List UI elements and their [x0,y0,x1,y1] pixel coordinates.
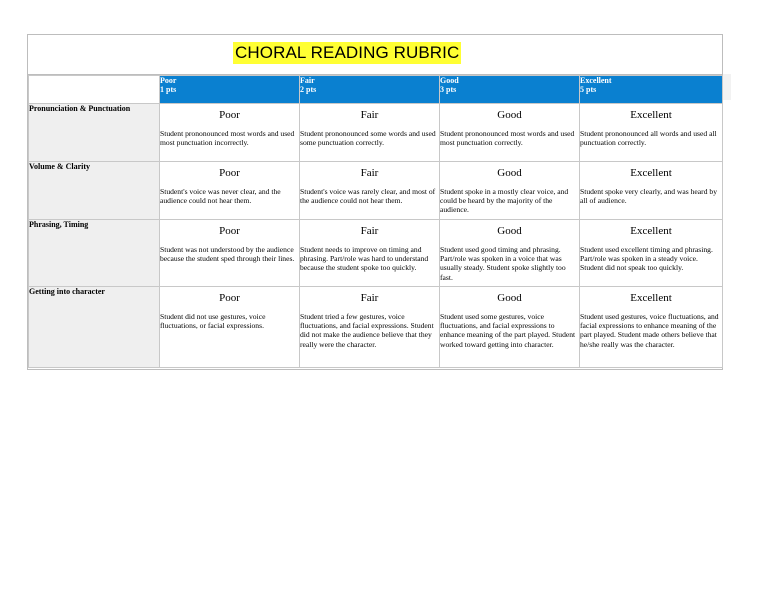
cell-description: Student used good timing and phrasing. Part/role was spoken in a voice that was usually steady. Student spoke slightly too fast. [440,245,566,282]
level-header-excellent [580,76,723,104]
cell-description: Student did not use gestures, voice fluctuations, or facial expressions. [160,312,266,331]
cell-description: Student tried a few gestures, voice fluctuations, and facial expressions. Student did not make the audience believe that they really were the character. [300,312,434,349]
cell-description: Student used some gestures, voice fluctuations, and facial expressions to enhance meaning of the part played. Student worked toward getting into character. [440,312,576,349]
level-points: 2 pts [300,85,317,94]
cell-title: Excellent [630,225,672,237]
cell-description: Student spoke very clearly, and was heard by all of audience. [580,187,717,206]
criterion-row-character [29,287,723,368]
cell-title: Good [497,225,522,237]
level-points: 1 pts [160,85,177,94]
cell-description: Student needs to improve on timing and phrasing. Part/role was hard to understand because the student spoke too quickly. [300,245,429,273]
rubric-cell [580,220,723,287]
cell-title: Good [497,109,522,121]
rubric-cell [440,162,580,220]
cell-description: Student's voice was never clear, and the audience could not hear them. [160,187,281,206]
criterion-label: Pronunciation & Punctuation [29,104,160,162]
cell-description: Student was not understood by the audience because the student sped through their lines. [160,245,295,264]
rubric-cell [160,287,300,368]
cell-description: Student spoke in a mostly clear voice, and could be heard by the majority of the audience. [440,187,569,215]
level-points: 5 pts [580,85,597,94]
rubric-cell [160,220,300,287]
cell-title: Fair [360,292,379,304]
criterion-row-volume [29,162,723,220]
cell-description: Student prononounced most words and used most punctuation incorrectly. [160,129,295,148]
rubric-cell [580,162,723,220]
rubric-cell [160,104,300,162]
cell-title: Poor [219,109,240,121]
rubric-sheet [27,34,723,370]
level-header-poor [160,76,300,104]
cell-title: Good [497,292,522,304]
level-name: Poor [160,76,177,85]
level-name: Excellent [580,76,612,85]
rubric-cell [580,104,723,162]
cell-title: Poor [219,225,240,237]
rubric-cell [160,162,300,220]
title-row [28,35,722,75]
cell-title: Good [497,167,522,179]
cell-title: Fair [360,167,379,179]
page-title: CHORAL READING RUBRIC [235,43,460,62]
cell-description: Student prononounced some words and used some punctuation correctly. [300,129,436,148]
level-points: 3 pts [440,85,457,94]
rubric-cell [300,220,440,287]
level-header-good [440,76,580,104]
level-header-fair [300,76,440,104]
header-corner [29,76,160,104]
criterion-row-pronunciation [29,104,723,162]
rubric-cell [580,287,723,368]
criterion-row-phrasing [29,220,723,287]
header-edge-shadow [723,74,731,100]
cell-title: Excellent [630,292,672,304]
cell-title: Fair [360,225,379,237]
cell-description: Student used excellent timing and phrasing. Part/role was spoken in a steady voice. Student did not speak too quickly. [580,245,713,273]
level-name: Good [440,76,459,85]
rubric-cell [440,287,580,368]
cell-description: Student's voice was rarely clear, and most of the audience could not hear them. [300,187,436,206]
cell-title: Excellent [630,109,672,121]
cell-title: Poor [219,167,240,179]
criterion-label: Phrasing, Timing [29,220,160,287]
rubric-cell [440,220,580,287]
rubric-table [28,75,723,368]
rubric-cell [300,162,440,220]
cell-description: Student prononounced all words and used all punctuation correctly. [580,129,717,148]
cell-description: Student prononounced most words and used most punctuation correctly. [440,129,575,148]
criterion-label: Volume & Clarity [29,162,160,220]
criterion-label: Getting into character [29,287,160,368]
level-name: Fair [300,76,315,85]
cell-title: Fair [360,109,379,121]
cell-description: Student used gestures, voice fluctuations, and facial expressions to enhance meaning of the part played. Student made others believe that he/she really was the character. [580,312,719,349]
header-row [29,76,723,104]
rubric-cell [300,104,440,162]
cell-title: Poor [219,292,240,304]
rubric-cell [300,287,440,368]
cell-title: Excellent [630,167,672,179]
rubric-cell [440,104,580,162]
